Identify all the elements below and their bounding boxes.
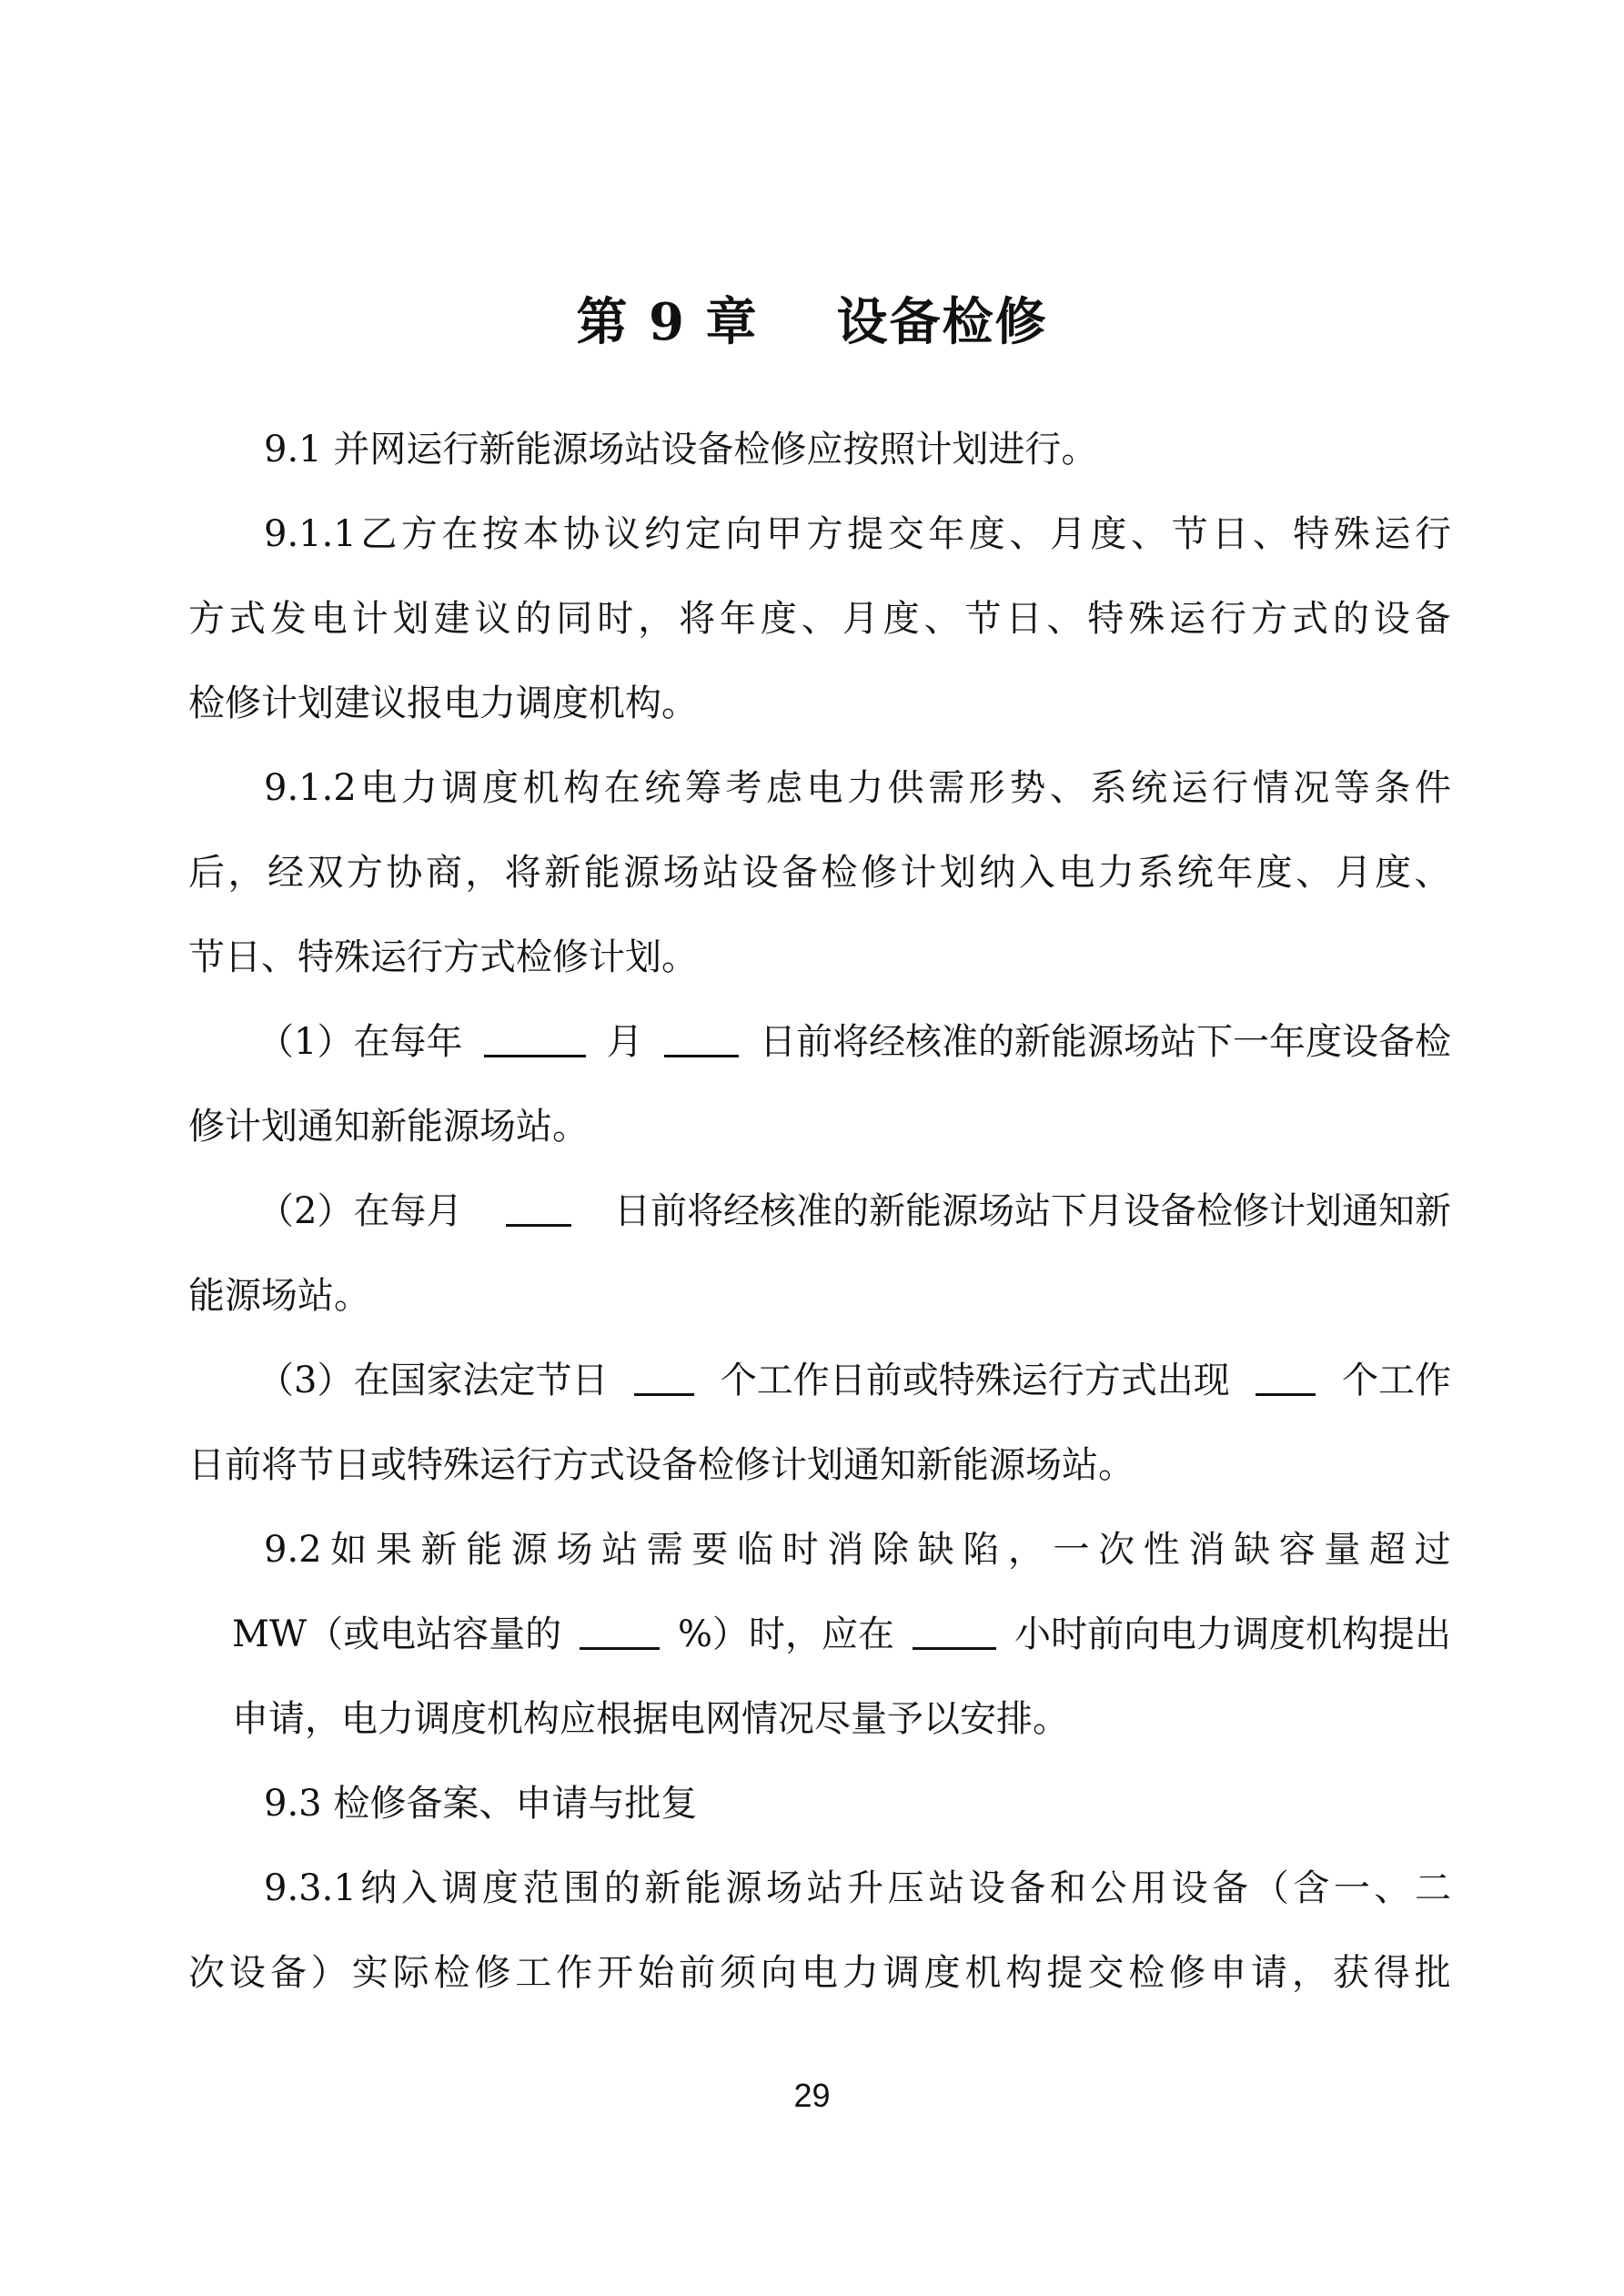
text-glyph: 检 xyxy=(1128,1952,1165,1994)
paragraph-line-9-3-1 xyxy=(264,1865,1451,1912)
text-glyph: 约 xyxy=(644,513,681,555)
text-glyph: 议 xyxy=(474,598,511,640)
text-glyph: ） xyxy=(310,1952,348,1994)
text-glyph: 筹 xyxy=(684,767,721,809)
text-glyph: 提 xyxy=(847,513,884,555)
text-glyph: 过 xyxy=(1414,1529,1451,1571)
text-glyph: 批 xyxy=(1414,1952,1451,1994)
text-glyph: 作 xyxy=(556,1952,593,1994)
text-glyph: 、 xyxy=(1046,598,1084,640)
text-glyph: 调 xyxy=(883,1952,920,1994)
chapter-title: 第 9 章 设备检修 xyxy=(576,292,1048,352)
text-glyph: 次 xyxy=(1098,1529,1135,1571)
text-glyph: 商 xyxy=(425,852,462,894)
text-glyph: 升 xyxy=(847,1867,884,1909)
text-glyph: 含 xyxy=(1293,1867,1330,1909)
paragraph-line xyxy=(188,595,1451,642)
text-glyph: 、 xyxy=(1009,513,1046,555)
text-glyph: 际 xyxy=(392,1952,429,1994)
text-glyph: 式 xyxy=(1291,598,1328,640)
text-glyph: 度 xyxy=(1375,852,1412,894)
line-segment: 日前将经核准的新能源场站下月设备检修计划通知新 xyxy=(613,1190,1451,1232)
line-segment: 个工作 xyxy=(1341,1360,1451,1401)
text-glyph: 站 xyxy=(806,1867,843,1909)
text-glyph: 交 xyxy=(887,513,924,555)
text-glyph: 月 xyxy=(1049,513,1086,555)
text-glyph: 协 xyxy=(386,852,423,894)
line-text: 能源场站。 xyxy=(188,1275,370,1317)
text-glyph: ， xyxy=(1007,1529,1044,1571)
text-glyph: 消 xyxy=(827,1529,864,1571)
text-glyph: 的 xyxy=(515,598,552,640)
text-glyph: 方 xyxy=(400,513,438,555)
line-segment: 小时前向电力调度机构提出 xyxy=(1014,1613,1451,1655)
text-glyph: 度 xyxy=(968,513,1005,555)
text-glyph: 修 xyxy=(474,1952,511,1994)
text-glyph: 修 xyxy=(1169,1952,1206,1994)
line-text: 日前将节日或特殊运行方式设备检修计划通知新能源场站。 xyxy=(188,1444,1135,1486)
text-glyph: 、 xyxy=(1414,852,1451,894)
text-glyph: 力 xyxy=(400,767,438,809)
text-glyph: 力 xyxy=(847,767,884,809)
text-glyph: 调 xyxy=(441,767,479,809)
text-glyph: 需 xyxy=(928,767,965,809)
text-glyph: 力 xyxy=(842,1952,879,1994)
text-glyph: 节 xyxy=(1171,513,1208,555)
text-glyph: 按 xyxy=(482,513,519,555)
text-glyph: ， xyxy=(227,852,265,894)
item-2-line xyxy=(257,1188,1451,1235)
text-glyph: 设 xyxy=(1171,1867,1208,1909)
text-glyph: 如 xyxy=(330,1529,368,1571)
text-glyph: 供 xyxy=(887,767,924,809)
text-glyph: 考 xyxy=(725,767,762,809)
text-glyph: 公 xyxy=(1090,1867,1127,1909)
text-glyph: 修 xyxy=(860,852,897,894)
text-glyph: 特 xyxy=(1293,513,1330,555)
text-glyph: 双 xyxy=(307,852,344,894)
text-glyph: 计 xyxy=(900,852,937,894)
text-glyph: 电 xyxy=(310,598,348,640)
line-segment: MW（或电站容量的 xyxy=(232,1613,562,1655)
text-glyph: 年 xyxy=(719,598,756,640)
text-glyph: 果 xyxy=(375,1529,412,1571)
line-text: 9.1 并网运行新能源场站设备检修应按照计划进行。 xyxy=(264,429,1098,470)
text-glyph: 源 xyxy=(510,1529,548,1571)
text-glyph: 运 xyxy=(1169,598,1206,640)
text-glyph: 新 xyxy=(420,1529,458,1571)
text-glyph: 式 xyxy=(228,598,266,640)
text-glyph: 二 xyxy=(1414,1867,1451,1909)
text-glyph: 建 xyxy=(433,598,470,640)
text-glyph: 获 xyxy=(1332,1952,1369,1994)
section-heading-9-3 xyxy=(264,1780,697,1827)
text-glyph: 次 xyxy=(188,1952,225,1994)
text-glyph: 能 xyxy=(466,1529,503,1571)
text-glyph: 、 xyxy=(1049,767,1086,809)
text-glyph: 日 xyxy=(1005,598,1043,640)
text-glyph: 备 xyxy=(1212,1867,1249,1909)
item-3-line xyxy=(257,1357,1451,1404)
text-glyph: 殊 xyxy=(1333,513,1370,555)
paragraph-line xyxy=(188,1441,1135,1489)
text-glyph: 9.1.1 xyxy=(264,513,357,555)
line-segment: （3）在国家法定节日 xyxy=(257,1360,609,1401)
line-text: 9.3 检修备案、申请与批复 xyxy=(264,1783,698,1825)
text-glyph: 势 xyxy=(1009,767,1046,809)
text-glyph: 度 xyxy=(1090,513,1127,555)
text-glyph: 行 xyxy=(1414,513,1451,555)
text-glyph: 缺 xyxy=(917,1529,954,1571)
text-glyph: 等 xyxy=(1333,767,1370,809)
text-glyph: 况 xyxy=(1293,767,1330,809)
text-glyph: 、 xyxy=(1296,852,1333,894)
text-glyph: 用 xyxy=(1131,1867,1168,1909)
paragraph-line-9-1 xyxy=(264,426,1097,473)
paragraph-line xyxy=(232,1611,1451,1658)
text-glyph: 议 xyxy=(603,513,641,555)
text-glyph: 形 xyxy=(968,767,1005,809)
text-glyph: 殊 xyxy=(1128,598,1165,640)
text-glyph: 统 xyxy=(1176,852,1214,894)
text-glyph: 临 xyxy=(737,1529,774,1571)
text-glyph: 日 xyxy=(1212,513,1249,555)
text-glyph: 月 xyxy=(1335,852,1372,894)
fill-blank-percent xyxy=(580,1611,660,1650)
text-glyph: 月 xyxy=(842,598,879,640)
text-glyph: 消 xyxy=(1188,1529,1226,1571)
fill-blank-hours xyxy=(913,1611,996,1650)
text-glyph: 甲 xyxy=(765,513,802,555)
item-1-line xyxy=(257,1018,1451,1066)
text-glyph: 纳 xyxy=(979,852,1016,894)
text-glyph: ， xyxy=(638,598,675,640)
text-glyph: 前 xyxy=(679,1952,716,1994)
text-glyph: 性 xyxy=(1143,1529,1180,1571)
text-glyph: 缺 xyxy=(1234,1529,1271,1571)
text-glyph: 入 xyxy=(400,1867,438,1909)
text-glyph: 容 xyxy=(1278,1529,1316,1571)
text-glyph: 围 xyxy=(563,1867,600,1909)
text-glyph: 电 xyxy=(360,767,398,809)
text-glyph: 新 xyxy=(644,1867,681,1909)
text-glyph: 9.1.2 xyxy=(264,767,357,809)
text-glyph: 划 xyxy=(939,852,976,894)
text-glyph: 新 xyxy=(544,852,581,894)
text-glyph: 检 xyxy=(821,852,858,894)
text-glyph: 、 xyxy=(923,598,961,640)
text-glyph: 构 xyxy=(1005,1952,1043,1994)
text-glyph: 在 xyxy=(441,513,479,555)
text-glyph: 能 xyxy=(684,1867,721,1909)
text-glyph: 和 xyxy=(1049,1867,1086,1909)
fill-blank-day xyxy=(506,1188,571,1227)
text-glyph: 计 xyxy=(351,598,388,640)
text-glyph: 要 xyxy=(691,1529,729,1571)
text-glyph: 设 xyxy=(1373,598,1410,640)
text-glyph: 范 xyxy=(522,1867,560,1909)
text-glyph: 站 xyxy=(601,1529,639,1571)
text-glyph: 时 xyxy=(597,598,634,640)
text-glyph: 实 xyxy=(351,1952,388,1994)
text-glyph: 须 xyxy=(719,1952,756,1994)
text-glyph: 系 xyxy=(1137,852,1175,894)
text-glyph: ， xyxy=(1291,1952,1328,1994)
paragraph-line xyxy=(188,1103,589,1150)
text-glyph: 虑 xyxy=(765,767,802,809)
text-glyph: 度 xyxy=(482,1867,519,1909)
text-glyph: 定 xyxy=(684,513,721,555)
text-glyph: 入 xyxy=(1018,852,1055,894)
text-glyph: 能 xyxy=(583,852,620,894)
paragraph-line-9-1-1 xyxy=(264,511,1451,558)
text-glyph: 备 xyxy=(1414,598,1451,640)
text-glyph: 同 xyxy=(556,598,593,640)
text-glyph: 、 xyxy=(1131,513,1168,555)
paragraph-line xyxy=(188,849,1451,896)
text-glyph: 量 xyxy=(1324,1529,1361,1571)
text-glyph: 一 xyxy=(1053,1529,1090,1571)
text-glyph: 工 xyxy=(515,1952,552,1994)
line-segment: 日前将经核准的新能源场站下一年度设备检 xyxy=(759,1021,1451,1063)
text-glyph: 后 xyxy=(188,852,225,894)
text-glyph: 行 xyxy=(1210,598,1247,640)
fill-blank-workdays xyxy=(634,1357,694,1396)
text-glyph: 方 xyxy=(188,598,225,640)
text-glyph: 场 xyxy=(662,852,700,894)
text-glyph: 检 xyxy=(433,1952,470,1994)
text-glyph: 系 xyxy=(1090,767,1127,809)
paragraph-line-9-1-2 xyxy=(264,764,1451,812)
text-glyph: 年 xyxy=(1216,852,1254,894)
text-glyph: 始 xyxy=(638,1952,675,1994)
text-glyph: 9.2 xyxy=(264,1529,322,1571)
text-glyph: ， xyxy=(465,852,502,894)
text-glyph: 年 xyxy=(928,513,965,555)
text-glyph: 超 xyxy=(1369,1529,1406,1571)
text-glyph: 将 xyxy=(504,852,541,894)
text-glyph: 得 xyxy=(1373,1952,1410,1994)
fill-blank-workdays xyxy=(1256,1357,1316,1396)
line-text: 检修计划建议报电力调度机构。 xyxy=(188,683,698,724)
text-glyph: 压 xyxy=(887,1867,924,1909)
line-segment: （1）在每年 xyxy=(257,1021,463,1063)
text-glyph: 一 xyxy=(1333,1867,1370,1909)
paragraph-line xyxy=(232,1695,1069,1743)
paragraph-line-9-2 xyxy=(264,1526,1451,1573)
text-glyph: 设 xyxy=(228,1952,266,1994)
text-glyph: 划 xyxy=(392,598,429,640)
text-glyph: 特 xyxy=(1087,598,1125,640)
paragraph-line xyxy=(188,1949,1451,1997)
line-segment: 个工作日前或特殊运行方式出现 xyxy=(720,1360,1230,1401)
text-glyph: 本 xyxy=(522,513,560,555)
text-glyph: 电 xyxy=(801,1952,838,1994)
text-glyph: 设 xyxy=(741,852,779,894)
paragraph-line xyxy=(188,934,698,981)
text-glyph: 机 xyxy=(522,767,560,809)
text-glyph: （ xyxy=(1252,1867,1289,1909)
line-segment: （2）在每月 xyxy=(257,1190,463,1232)
fill-blank-month xyxy=(484,1018,586,1057)
text-glyph: 度 xyxy=(760,598,797,640)
text-glyph: 运 xyxy=(1171,767,1208,809)
text-glyph: 备 xyxy=(269,1952,307,1994)
text-glyph: 备 xyxy=(1009,1867,1046,1909)
text-glyph: 协 xyxy=(563,513,600,555)
text-glyph: 度 xyxy=(482,767,519,809)
text-glyph: 除 xyxy=(872,1529,909,1571)
text-glyph: 时 xyxy=(782,1529,819,1571)
page-number: 29 xyxy=(793,2077,831,2114)
text-glyph: 向 xyxy=(760,1952,797,1994)
text-glyph: 度 xyxy=(923,1952,961,1994)
paragraph-line xyxy=(188,680,698,727)
text-glyph: 场 xyxy=(765,1867,802,1909)
text-glyph: 的 xyxy=(603,1867,641,1909)
text-glyph: 方 xyxy=(1250,598,1287,640)
text-glyph: 条 xyxy=(1374,767,1411,809)
text-glyph: 设 xyxy=(968,1867,1005,1909)
text-glyph: 需 xyxy=(646,1529,683,1571)
line-text: 申请，电力调度机构应根据电网情况尽量予以安排。 xyxy=(232,1698,1069,1740)
text-glyph: 开 xyxy=(597,1952,634,1994)
text-glyph: 构 xyxy=(563,767,600,809)
text-glyph: 电 xyxy=(806,767,843,809)
text-glyph: 统 xyxy=(1131,767,1168,809)
text-glyph: 力 xyxy=(1097,852,1135,894)
text-glyph: 将 xyxy=(679,598,716,640)
text-glyph: 源 xyxy=(623,852,661,894)
line-segment: %）时，应在 xyxy=(678,1613,895,1655)
text-glyph: 乙 xyxy=(360,513,398,555)
text-glyph: 件 xyxy=(1414,767,1451,809)
text-glyph: 方 xyxy=(346,852,383,894)
text-glyph: 电 xyxy=(1058,852,1095,894)
text-glyph: 站 xyxy=(928,1867,965,1909)
text-glyph: 经 xyxy=(267,852,304,894)
line-text: 节日、特殊运行方式检修计划。 xyxy=(188,936,698,978)
text-glyph: 运 xyxy=(1374,513,1411,555)
text-glyph: 在 xyxy=(603,767,641,809)
text-glyph: 度 xyxy=(1256,852,1293,894)
text-glyph: 备 xyxy=(782,852,819,894)
text-glyph: 交 xyxy=(1087,1952,1125,1994)
text-glyph: 机 xyxy=(964,1952,1002,1994)
text-glyph: 9.3.1 xyxy=(264,1867,357,1909)
text-glyph: 站 xyxy=(702,852,740,894)
text-glyph: 场 xyxy=(556,1529,593,1571)
text-glyph: 源 xyxy=(725,1867,762,1909)
text-glyph: 调 xyxy=(441,1867,479,1909)
paragraph-line xyxy=(188,1272,370,1320)
text-glyph: 纳 xyxy=(360,1867,398,1909)
line-segment: 月 xyxy=(606,1021,643,1063)
text-glyph: 提 xyxy=(1046,1952,1084,1994)
text-glyph: 、 xyxy=(801,598,838,640)
text-glyph: 、 xyxy=(1252,513,1289,555)
text-glyph: 节 xyxy=(964,598,1002,640)
line-text: 修计划通知新能源场站。 xyxy=(188,1106,589,1148)
text-glyph: 陷 xyxy=(963,1529,1000,1571)
fill-blank-day xyxy=(664,1018,739,1057)
text-glyph: 、 xyxy=(1374,1867,1411,1909)
text-glyph: 请 xyxy=(1250,1952,1287,1994)
text-glyph: 申 xyxy=(1210,1952,1247,1994)
text-glyph: 方 xyxy=(806,513,843,555)
text-glyph: 行 xyxy=(1212,767,1249,809)
text-glyph: 情 xyxy=(1252,767,1289,809)
text-glyph: 发 xyxy=(269,598,307,640)
text-glyph: 的 xyxy=(1332,598,1369,640)
text-glyph: 向 xyxy=(725,513,762,555)
text-glyph: 统 xyxy=(644,767,681,809)
text-glyph: 度 xyxy=(883,598,920,640)
